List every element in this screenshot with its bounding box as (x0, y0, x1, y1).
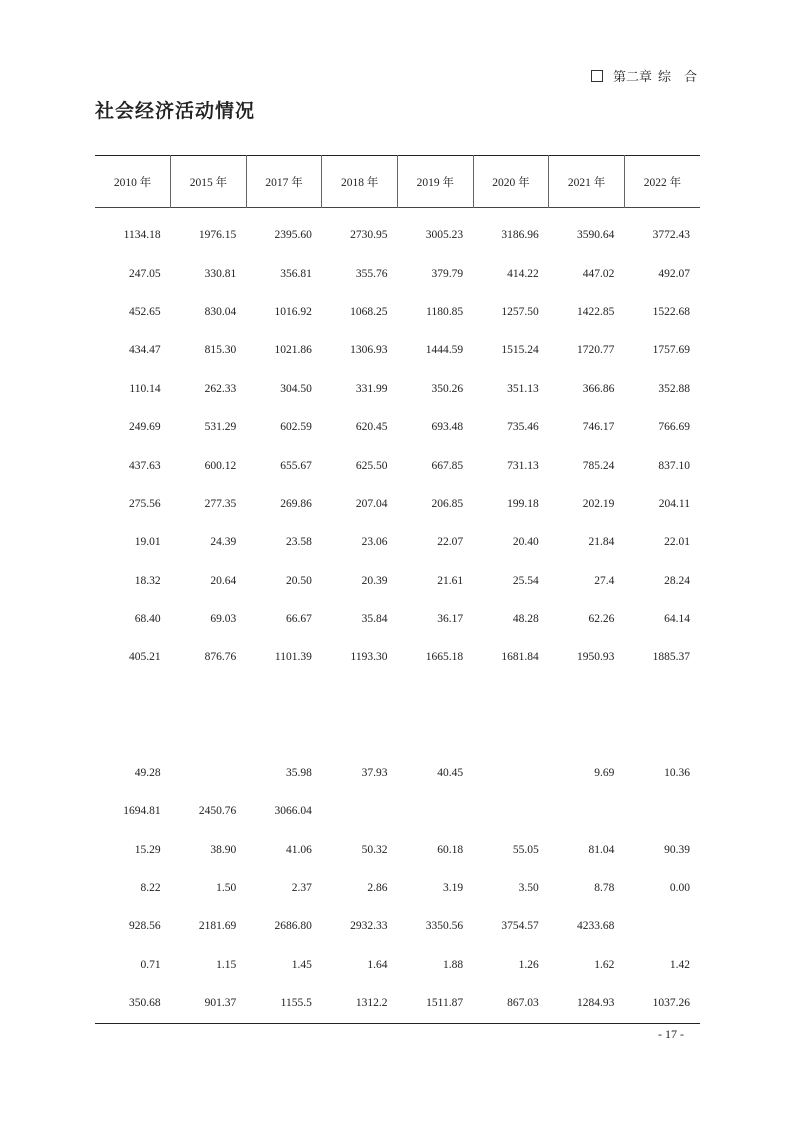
table-cell (549, 677, 625, 754)
table-cell: 60.18 (437, 843, 464, 856)
table-cell: 735.46 (507, 421, 539, 434)
table-cell (398, 792, 474, 830)
table-row (95, 331, 700, 369)
table-cell: 35.98 (286, 766, 312, 779)
table-cell: 262.33 (204, 382, 237, 395)
table-cell: 20.40 (512, 536, 539, 549)
table-cell: 876.76 (204, 651, 237, 664)
table-cell: 452.65 (129, 305, 161, 318)
table-cell: 785.24 (582, 459, 615, 472)
table-row (95, 907, 700, 945)
column-header: 2010 年 (113, 176, 152, 189)
table-row (95, 946, 700, 984)
table-cell: 23.06 (361, 536, 388, 549)
table-cell: 3754.57 (501, 920, 539, 933)
table-cell (398, 677, 474, 754)
table-row (95, 600, 700, 638)
table-cell: 62.26 (588, 613, 615, 626)
table-cell: 21.84 (588, 536, 615, 549)
table-cell: 620.45 (355, 421, 388, 434)
table-cell: 275.56 (129, 497, 161, 510)
table-cell: 21.61 (437, 574, 464, 587)
table-cell (95, 677, 171, 754)
column-header: 2015 年 (171, 156, 247, 208)
table-cell: 8.78 (594, 882, 615, 895)
table-cell: 766.69 (658, 421, 690, 434)
table-cell (549, 792, 625, 830)
table-row (95, 208, 700, 255)
table-cell: 1950.93 (577, 651, 615, 664)
table-cell: 20.50 (286, 574, 312, 587)
table-cell: 1037.26 (652, 997, 690, 1010)
table-row (95, 869, 700, 907)
table-cell: 8.22 (140, 882, 161, 895)
table-cell: 667.85 (431, 459, 464, 472)
table-cell: 4233.68 (577, 920, 615, 933)
table-cell: 3186.96 (501, 229, 539, 242)
table-cell: 1155.5 (280, 997, 312, 1010)
table-cell: 0.71 (140, 958, 161, 971)
table-cell: 1422.85 (577, 305, 615, 318)
table-cell: 3590.64 (577, 229, 615, 242)
table-cell: 437.63 (129, 459, 161, 472)
table-cell: 38.90 (210, 843, 237, 856)
table-cell: 40.45 (437, 766, 464, 779)
page-title: 社会经济活动情况 (95, 100, 256, 122)
table-cell: 1757.69 (652, 344, 690, 357)
table-cell: 24.39 (210, 536, 237, 549)
table-cell: 447.02 (582, 267, 615, 280)
table-cell: 815.30 (204, 344, 237, 357)
table-cell: 41.06 (286, 843, 312, 856)
table-cell: 1.42 (669, 958, 690, 971)
table-row (95, 254, 700, 292)
table-cell: 22.01 (664, 536, 690, 549)
table-cell: 269.86 (280, 497, 312, 510)
table-cell: 3005.23 (425, 229, 464, 242)
table-cell: 1.62 (594, 958, 615, 971)
table-cell: 1.26 (518, 958, 539, 971)
table-cell: 330.81 (204, 267, 237, 280)
table-cell: 20.39 (361, 574, 388, 587)
table-row (95, 677, 700, 754)
table-cell: 693.48 (431, 421, 464, 434)
table-cell: 249.69 (129, 421, 161, 434)
table-row (95, 523, 700, 561)
table-cell (171, 754, 247, 792)
table-cell (322, 677, 398, 754)
table-cell: 1885.37 (652, 651, 690, 664)
table-cell: 1665.18 (425, 651, 464, 664)
table-cell: 1.50 (216, 882, 237, 895)
table-cell: 2932.33 (350, 920, 388, 933)
bottom-rule (95, 1023, 700, 1024)
table-cell: 1515.24 (501, 344, 539, 357)
page-number: - 17 - (658, 1027, 684, 1041)
table-row (95, 562, 700, 600)
table-cell: 350.68 (129, 997, 161, 1010)
table-header (95, 156, 700, 208)
table-cell: 434.47 (129, 344, 161, 357)
table-cell: 602.59 (280, 421, 312, 434)
table-cell: 15.29 (134, 843, 161, 856)
table-cell: 1068.25 (350, 305, 388, 318)
table-cell: 867.03 (507, 997, 539, 1010)
table-cell: 110.14 (129, 382, 161, 395)
table-cell: 746.17 (582, 421, 615, 434)
table-cell: 19.01 (134, 536, 161, 549)
table-cell: 2.86 (367, 882, 388, 895)
table-cell: 600.12 (204, 459, 237, 472)
table-cell: 405.21 (129, 651, 161, 664)
table-cell: 50.32 (361, 843, 388, 856)
column-header: 2020 年 (473, 156, 549, 208)
table-row (95, 293, 700, 331)
table-cell (171, 677, 247, 754)
table-cell: 655.67 (280, 459, 312, 472)
table-row (95, 638, 700, 676)
table-cell: 1257.50 (501, 305, 539, 318)
table-cell: 1681.84 (501, 651, 539, 664)
table-cell: 3.19 (443, 882, 464, 895)
table-cell: 90.39 (664, 843, 690, 856)
chapter-label: 第二章 (612, 70, 652, 85)
table-cell (473, 677, 549, 754)
table-cell: 2.37 (291, 882, 312, 895)
table-cell: 207.04 (355, 497, 388, 510)
table-cell: 202.19 (582, 497, 615, 510)
table-cell: 3772.43 (652, 229, 690, 242)
table-cell: 1976.15 (198, 229, 237, 242)
column-header: 2017 年 (246, 156, 322, 208)
table-cell: 356.81 (280, 267, 312, 280)
table-cell: 1511.87 (426, 997, 464, 1010)
table-cell: 22.07 (437, 536, 464, 549)
table-cell: 2686.80 (274, 920, 312, 933)
table-row (95, 792, 700, 830)
table-cell: 901.37 (204, 997, 237, 1010)
table-cell: 68.40 (134, 613, 161, 626)
table-cell: 2730.95 (350, 229, 388, 242)
table-cell: 247.05 (129, 267, 161, 280)
table-cell: 355.76 (355, 267, 388, 280)
table-cell: 2395.60 (274, 229, 312, 242)
header-row (95, 156, 700, 208)
table-row (95, 830, 700, 868)
table-cell: 352.88 (658, 382, 690, 395)
table-cell: 9.69 (594, 766, 615, 779)
table-cell: 531.29 (204, 421, 237, 434)
table-cell (624, 677, 700, 754)
table-cell: 64.14 (664, 613, 690, 626)
table-cell: 28.24 (664, 574, 690, 587)
table-cell: 350.26 (431, 382, 464, 395)
table-cell (624, 792, 700, 830)
table-cell: 492.07 (658, 267, 690, 280)
table-cell: 48.28 (512, 613, 539, 626)
table-cell: 23.58 (286, 536, 312, 549)
table-cell: 3350.56 (425, 920, 464, 933)
table-cell: 1694.81 (123, 805, 161, 818)
table-cell: 204.11 (658, 497, 690, 510)
table-cell: 731.13 (507, 459, 539, 472)
table-cell: 928.56 (129, 920, 161, 933)
table-cell: 2181.69 (198, 920, 237, 933)
table-cell: 25.54 (512, 574, 539, 587)
data-table (95, 155, 700, 1022)
table-cell: 1284.93 (577, 997, 615, 1010)
table-cell: 55.05 (512, 843, 539, 856)
table-row (95, 754, 700, 792)
table-cell: 1444.59 (425, 344, 464, 357)
table-cell: 1193.30 (350, 651, 388, 664)
table-cell: 331.99 (355, 382, 388, 395)
chapter-header (591, 66, 697, 85)
table-cell: 3.50 (518, 882, 539, 895)
table-cell: 1.88 (443, 958, 464, 971)
table-cell: 3066.04 (274, 805, 312, 818)
table-cell: 837.10 (658, 459, 690, 472)
table-cell: 1.64 (367, 958, 388, 971)
table-cell: 36.17 (437, 613, 464, 626)
table-cell: 1522.68 (652, 305, 690, 318)
column-header: 2018 年 (322, 156, 398, 208)
table-cell: 1312.2 (355, 997, 388, 1010)
column-header: 2019 年 (398, 156, 474, 208)
table-cell: 199.18 (507, 497, 539, 510)
table-cell: 1134.18 (123, 229, 161, 242)
table-cell: 35.84 (361, 613, 388, 626)
table-cell: 1021.86 (274, 344, 312, 357)
table-body (95, 208, 700, 1023)
square-icon (591, 70, 603, 82)
table-cell: 304.50 (280, 382, 312, 395)
table-cell: 0.00 (669, 882, 690, 895)
table-cell: 366.86 (582, 382, 615, 395)
section-label: 综 合 (657, 70, 697, 85)
column-header: 2021 年 (549, 156, 625, 208)
table-cell: 625.50 (355, 459, 388, 472)
table-cell: 2450.76 (198, 805, 237, 818)
table-cell (473, 754, 549, 792)
table-cell: 1016.92 (274, 305, 312, 318)
table-cell: 1720.77 (577, 344, 615, 357)
table-cell (322, 792, 398, 830)
table-cell: 1.45 (291, 958, 312, 971)
table-cell: 277.35 (204, 497, 237, 510)
table-cell: 206.85 (431, 497, 464, 510)
table-cell: 1306.93 (350, 344, 388, 357)
table-cell (246, 677, 322, 754)
table-cell: 830.04 (204, 305, 237, 318)
table-cell: 37.93 (361, 766, 388, 779)
table-cell (473, 792, 549, 830)
table-cell: 414.22 (507, 267, 539, 280)
table-cell: 379.79 (431, 267, 464, 280)
table-cell: 66.67 (286, 613, 312, 626)
table-cell: 351.13 (507, 382, 539, 395)
table-row (95, 408, 700, 446)
table-row (95, 984, 700, 1022)
table-row (95, 370, 700, 408)
table-row (95, 446, 700, 484)
table-cell: 18.32 (134, 574, 161, 587)
table-cell: 1101.39 (274, 651, 312, 664)
table-row (95, 485, 700, 523)
table-cell: 1.15 (216, 958, 237, 971)
table-cell: 10.36 (664, 766, 690, 779)
table-cell: 20.64 (210, 574, 237, 587)
column-header: 2022 年 (624, 156, 700, 208)
table-cell: 49.28 (134, 766, 161, 779)
table-cell: 27.4 (594, 574, 615, 587)
table-cell (624, 907, 700, 945)
table-cell: 1180.85 (426, 305, 464, 318)
table-cell: 69.03 (210, 613, 237, 626)
table-cell: 81.04 (588, 843, 615, 856)
